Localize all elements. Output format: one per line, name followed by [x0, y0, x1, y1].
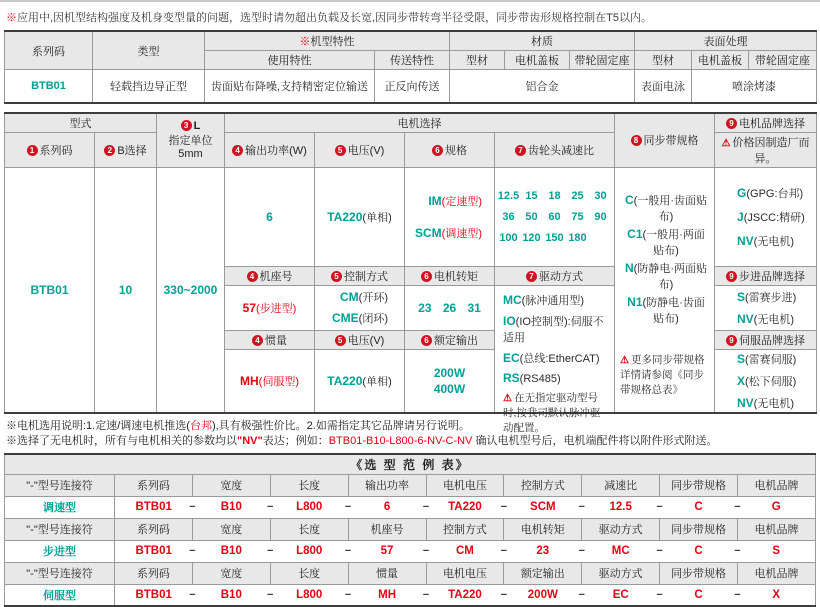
col-header: 机座号	[348, 518, 426, 540]
header-motor-cover: 电机盖板	[505, 51, 570, 70]
value-cell: MH −	[348, 584, 426, 606]
belt-option: N(防静电·两面贴布)	[623, 260, 709, 292]
motor-selection-note: ※电机选用说明:1.定速/调速电机推选(台邦),具有极强性价比。2.如需指定其它品牌请另行说明。	[6, 419, 816, 434]
value-cell: G	[738, 496, 816, 518]
step-number-icon: 6	[421, 271, 432, 282]
col-header: 同步带规格	[660, 518, 738, 540]
example-table-title: 《选 型 范 例 表》	[5, 454, 816, 475]
value-cell: 6 −	[348, 496, 426, 518]
value-cell: MC −	[582, 540, 660, 562]
spec-option: SCM(调速型)	[415, 225, 482, 241]
output-option: 200W	[434, 366, 465, 380]
connector-dash: −	[345, 501, 351, 513]
connector-dash: −	[501, 501, 507, 513]
value-cell: X	[738, 584, 816, 606]
value-cell: TA220 −	[426, 496, 504, 518]
value-cell: SCM −	[504, 496, 582, 518]
value-cell: L800 −	[270, 584, 348, 606]
spec-summary-table	[4, 30, 817, 104]
value-cell: S	[738, 540, 816, 562]
col-header: 额定输出	[504, 562, 582, 584]
header-b-select: 2 B选择	[95, 132, 157, 167]
brand-option: X(松下伺服)	[737, 373, 796, 389]
step-number-icon: 8	[631, 135, 642, 146]
frame-size-value: 57(步进型)	[225, 285, 315, 330]
header-voltage: 5 电压(V)	[315, 330, 405, 349]
material-value: 铝合金	[450, 70, 635, 103]
surface-paint-value: 喷涂烤漆	[692, 70, 817, 103]
brand-option: J(JSCC:精研)	[737, 209, 805, 225]
col-header: 同步带规格	[660, 474, 738, 496]
col-header: 系列码	[115, 562, 193, 584]
value-cell: L800 −	[270, 496, 348, 518]
brand-option: NV(无电机)	[737, 311, 794, 327]
ratio-value: 36	[502, 211, 514, 223]
connector-dash: −	[734, 501, 740, 513]
col-header: 同步带规格	[660, 562, 738, 584]
connector-dash: −	[501, 589, 507, 601]
col-header: 系列码	[115, 518, 193, 540]
rated-output-options	[405, 349, 495, 413]
torque-values: 23 26 31	[405, 285, 495, 330]
col-header: 输出功率	[348, 474, 426, 496]
col-header: 系列码	[115, 474, 193, 496]
connector-dash: −	[267, 501, 273, 513]
value-cell: B10 −	[192, 584, 270, 606]
col-header: 电机品牌	[738, 474, 816, 496]
header-transfer-feature: 传送特性	[375, 51, 450, 70]
header-type: 类型	[93, 31, 205, 70]
col-header: 长度	[270, 518, 348, 540]
value-cell: L800 −	[270, 540, 348, 562]
brand-option: S(雷赛伺服)	[737, 351, 796, 367]
header-servo-brand: 9 伺服品牌选择	[715, 330, 817, 349]
warning-icon: ⚠	[503, 393, 512, 404]
drive-option: RS(RS485)	[503, 371, 561, 385]
reference-mark: ※	[6, 12, 17, 24]
drive-option: IO(IO控制型):伺服不适用	[503, 313, 608, 345]
connector-dash: −	[267, 589, 273, 601]
connector-dash: −	[501, 545, 507, 557]
ratio-value: 50	[525, 211, 537, 223]
warning-icon: ⚠	[722, 138, 731, 149]
connector-dash: −	[345, 589, 351, 601]
reference-mark: ※	[300, 36, 311, 48]
ratio-value: 18	[548, 190, 560, 202]
step-number-icon: 4	[232, 145, 243, 156]
connector-dash: −	[189, 501, 195, 513]
connector-dash: −	[189, 589, 195, 601]
connector-dash: −	[579, 545, 585, 557]
connector-dash: −	[267, 545, 273, 557]
col-header: 宽度	[192, 518, 270, 540]
value-cell: C −	[660, 540, 738, 562]
step-number-icon: 9	[726, 335, 737, 346]
servo-brand-options	[715, 349, 817, 413]
top-caution-note	[4, 5, 816, 30]
connector-dash: −	[579, 501, 585, 513]
surface-profile-value: 表面电泳	[635, 70, 692, 103]
drive-default-note: ⚠ 在无指定驱动型号时,按我司默认脉冲驱动配置。	[503, 390, 608, 435]
control-option: CME(闭环)	[332, 310, 388, 326]
header-belt-spec: 8 同步带规格	[615, 113, 715, 168]
value-cell: EC −	[582, 584, 660, 606]
connector-dash: −	[734, 545, 740, 557]
series-code-value: BTB01	[5, 70, 93, 103]
connector-dash: −	[189, 545, 195, 557]
ratio-value: 30	[594, 190, 606, 202]
col-header: 驱动方式	[582, 562, 660, 584]
header-frame-size: 4 机座号	[225, 266, 315, 285]
connector-dash: −	[423, 589, 429, 601]
col-header: 惯量	[348, 562, 426, 584]
voltage-option: TA220(单相)	[315, 167, 405, 266]
brand-option: S(雷赛步进)	[737, 289, 796, 305]
row-label: 伺服型	[5, 584, 115, 606]
header-pulley-seat: 带轮固定座	[749, 51, 817, 70]
header-control-mode: 5 控制方式	[315, 266, 405, 285]
ratio-value: 90	[594, 211, 606, 223]
col-header: 控制方式	[426, 518, 504, 540]
header-inertia: 4 惯量	[225, 330, 315, 349]
value-cell: CM −	[426, 540, 504, 562]
ratio-value: 100	[499, 232, 517, 244]
value-cell: 57 −	[348, 540, 426, 562]
connector-label: "-"型号连接符	[5, 518, 115, 540]
transfer-feature-value: 正反向传送	[375, 70, 450, 103]
step-number-icon: 6	[432, 145, 443, 156]
belt-spec-options	[615, 167, 715, 413]
control-mode-options	[315, 285, 405, 330]
header-output-power: 4 输出功率(W)	[225, 132, 315, 167]
col-header: 电机品牌	[738, 518, 816, 540]
drive-option: MC(脉冲通用型)	[503, 292, 584, 308]
header-material-group: 材质	[450, 31, 635, 51]
belt-spec-note: ⚠ 更多同步带规格详情请参阅《同步带规格总表》	[620, 352, 709, 401]
output-option: 400W	[434, 382, 465, 396]
connector-dash: −	[423, 545, 429, 557]
stepper-brand-options	[715, 285, 817, 330]
header-profile: 型材	[635, 51, 692, 70]
col-header: 电机电压	[426, 562, 504, 584]
header-series-code: 1 系列码	[5, 132, 95, 167]
value-cell: 12.5 −	[582, 496, 660, 518]
header-profile: 型材	[450, 51, 505, 70]
header-spec: 6 规格	[405, 132, 495, 167]
connector-dash: −	[579, 589, 585, 601]
ratio-value: 25	[571, 190, 583, 202]
header-machine-feature: ※机型特性	[205, 31, 450, 51]
step-number-icon: 4	[252, 335, 263, 346]
motor-selection-table	[4, 112, 817, 414]
ratio-value: 180	[568, 232, 586, 244]
step-number-icon: 1	[27, 145, 38, 156]
brand-option: NV(无电机)	[737, 395, 794, 411]
value-cell: BTB01 −	[115, 496, 193, 518]
ratio-value: 120	[522, 232, 540, 244]
connector-dash: −	[734, 589, 740, 601]
value-cell: C −	[660, 496, 738, 518]
warning-icon: ⚠	[620, 355, 629, 366]
output-power-value: 6	[225, 167, 315, 266]
connector-dash: −	[656, 545, 662, 557]
step-number-icon: 5	[335, 145, 346, 156]
header-rated-output: 6 额定输出	[405, 330, 495, 349]
header-gear-ratio: 7 齿轮头减速比	[495, 132, 615, 167]
ratio-value: 75	[571, 211, 583, 223]
series-code-value: BTB01	[5, 167, 95, 413]
ratio-value: 15	[525, 190, 537, 202]
voltage-option: TA220(单相)	[315, 349, 405, 413]
ratio-value: 12.5	[498, 190, 519, 202]
spec-options	[405, 167, 495, 266]
header-pulley-seat: 带轮固定座	[570, 51, 635, 70]
connector-label: "-"型号连接符	[5, 562, 115, 584]
brand-price-warning: ⚠ 价格因制造厂而异。	[715, 132, 817, 167]
connector-dash: −	[345, 545, 351, 557]
brand-option: NV(无电机)	[737, 233, 794, 249]
col-header: 控制方式	[504, 474, 582, 496]
value-cell: 200W −	[504, 584, 582, 606]
ratio-value: 60	[548, 211, 560, 223]
example-selection-table	[4, 453, 816, 607]
belt-option: C1(一般用·两面贴布)	[623, 226, 709, 258]
step-number-icon: 4	[247, 271, 258, 282]
header-motor-select-group: 电机选择	[225, 113, 615, 133]
header-length: 3 L 指定单位5mm	[157, 113, 225, 168]
value-cell: C −	[660, 584, 738, 606]
step-number-icon: 9	[726, 271, 737, 282]
connector-label: "-"型号连接符	[5, 474, 115, 496]
row-label: 步进型	[5, 540, 115, 562]
header-surface-group: 表面处理	[635, 31, 817, 51]
header-voltage: 5 电压(V)	[315, 132, 405, 167]
col-header: 电机转矩	[504, 518, 582, 540]
brand-option: G(GPG:台邦)	[737, 185, 803, 201]
header-series-code: 系列码	[5, 31, 93, 70]
top-caution-text: 应用中,因机型结构强度及机身变型量的问题，选型时请勿超出负载及长宽,因同步带转弯半径受限，同步带齿形规格控制在T5以内。	[17, 12, 652, 24]
step-number-icon: 2	[104, 145, 115, 156]
value-cell: TA220 −	[426, 584, 504, 606]
ratio-value: 150	[545, 232, 563, 244]
connector-dash: −	[423, 501, 429, 513]
header-brand-select: 9 电机品牌选择	[715, 113, 817, 133]
gear-ratio-options	[495, 167, 615, 266]
inertia-value: MH(伺服型)	[225, 349, 315, 413]
row-label: 调速型	[5, 496, 115, 518]
col-header: 电机电压	[426, 474, 504, 496]
example-model-code: BTB01-B10-L800-6-NV-C-NV	[329, 435, 473, 447]
header-use-feature: 使用特性	[205, 51, 375, 70]
step-number-icon: 3	[181, 120, 192, 131]
value-cell: BTB01 −	[115, 540, 193, 562]
control-option: CM(开环)	[340, 289, 388, 305]
connector-dash: −	[656, 501, 662, 513]
footnotes	[4, 414, 816, 453]
header-motor-cover: 电机盖板	[692, 51, 749, 70]
connector-dash: −	[656, 589, 662, 601]
value-cell: BTB01 −	[115, 584, 193, 606]
header-drive-mode: 7 驱动方式	[495, 266, 615, 285]
step-number-icon: 9	[726, 118, 737, 129]
b-select-value: 10	[95, 167, 157, 413]
no-motor-note: ※选择了无电机时，所有与电机相关的参数均以"NV"表达；例如：BTB01-B10-L800-6-NV-C-NV 确认电机型号后，电机端配件将以附件形式附送。	[6, 434, 816, 449]
value-cell: B10 −	[192, 540, 270, 562]
header-stepper-brand: 9 步进品牌选择	[715, 266, 817, 285]
step-number-icon: 5	[331, 271, 342, 282]
col-header: 宽度	[192, 562, 270, 584]
value-cell: B10 −	[192, 496, 270, 518]
col-header: 电机品牌	[738, 562, 816, 584]
belt-option: N1(防静电·齿面贴布)	[623, 294, 709, 326]
drive-option: EC(总线:EtherCAT)	[503, 350, 600, 366]
spec-option: IM(定速型)	[428, 193, 482, 209]
col-header: 长度	[270, 562, 348, 584]
length-range-value: 330~2000	[157, 167, 225, 413]
col-header: 减速比	[582, 474, 660, 496]
header-motor-torque: 6 电机转矩	[405, 266, 495, 285]
use-feature-value: 齿面贴布降噪,支持精密定位输送	[205, 70, 375, 103]
value-cell: 23 −	[504, 540, 582, 562]
col-header: 宽度	[192, 474, 270, 496]
step-number-icon: 7	[526, 271, 537, 282]
col-header: 长度	[270, 474, 348, 496]
motor-brand-options	[715, 167, 817, 266]
drive-mode-options	[495, 285, 615, 413]
step-number-icon: 6	[421, 335, 432, 346]
step-number-icon: 5	[335, 335, 346, 346]
belt-option: C(一般用·齿面贴布)	[623, 192, 709, 224]
col-header: 驱动方式	[582, 518, 660, 540]
header-model-group: 型式	[5, 113, 157, 133]
type-value: 轻载挡边导正型	[93, 70, 205, 103]
step-number-icon: 7	[515, 145, 526, 156]
